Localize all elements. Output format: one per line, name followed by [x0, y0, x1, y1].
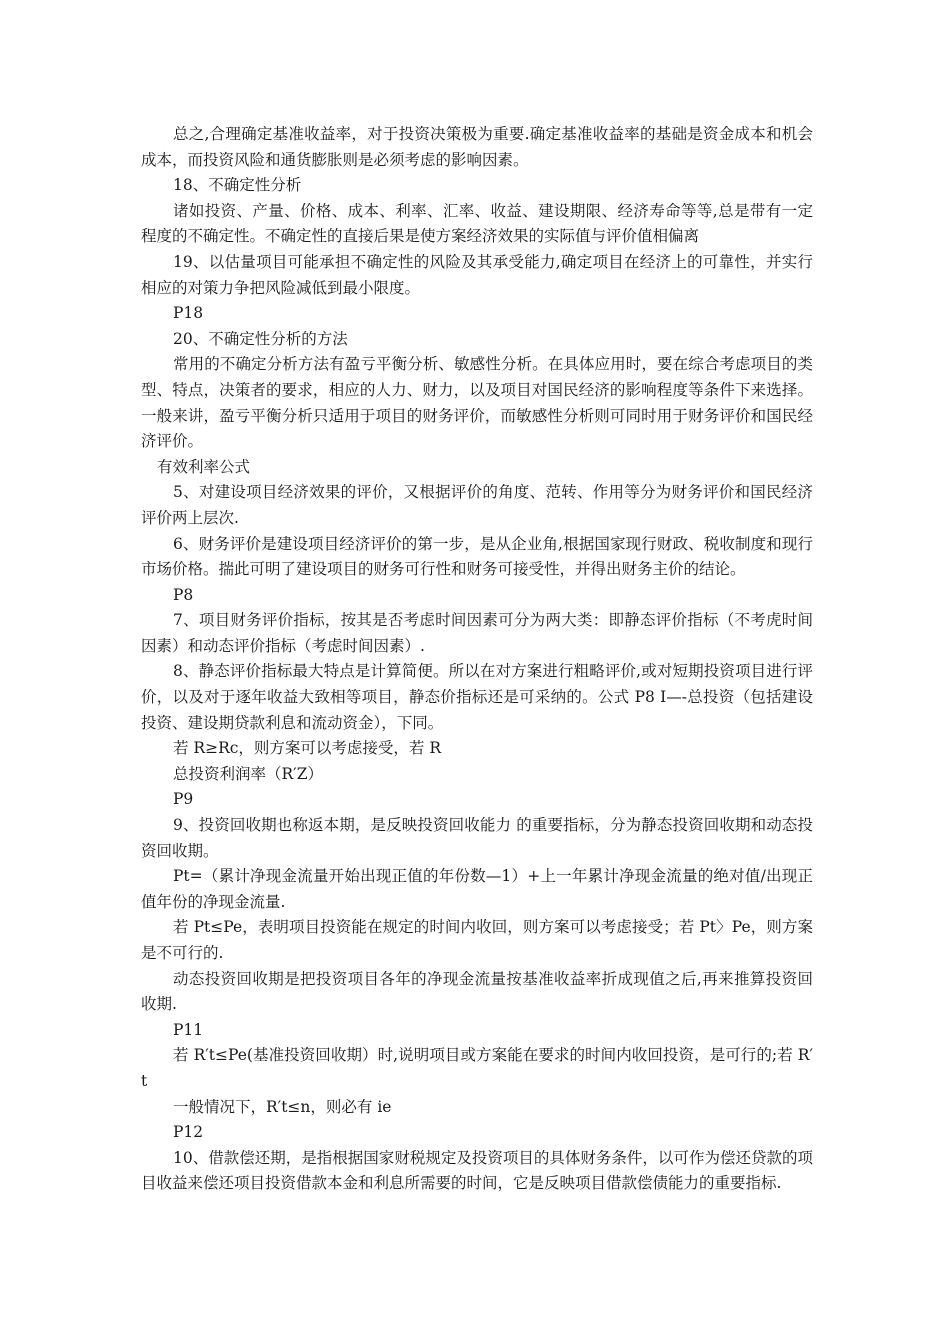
- paragraph-10-loan-repayment: 10、借款偿还期，是指根据国家财税规定及投资项目的具体财务条件，以可作为偿还贷款的项目收益来偿还项目投资借款本金和利息所需要的时间，它是反映项目借款偿债能力的重要指标.: [141, 1148, 813, 1193]
- heading-effective-interest-formula: 有效利率公式: [157, 457, 251, 476]
- heading-18-uncertainty-analysis: 18、不确定性分析: [173, 176, 302, 195]
- paragraph-benchmark-summary: 总之,合理确定基准收益率，对于投资决策极为重要.确定基准收益率的基础是资金成本和机会成本，而投资风险和通货膨胀则是必须考虑的影响因素。: [141, 125, 813, 169]
- paragraph-r-rc-condition: 若 R≥Rc，则方案可以考虑接受，若 R: [173, 739, 442, 758]
- paragraph-8-static-indicators: 8、静态评价指标最大特点是计算简便。所以在对方案进行粗略评价,或对短期投资项目进行评价，以及对于逐年收益大致相等项目，静态价指标还是可采纳的。公式 P8 I—-总投资（包括建设投资、建设期贷款利息和流动资金），下同。: [141, 662, 813, 732]
- paragraph-total-investment-profit-rate: 总投资利润率（R′Z）: [173, 764, 323, 783]
- document-body: [141, 122, 813, 1197]
- paragraph-rt-pe-condition: 若 R′t≤Pe(基准投资回收期）时,说明项目或方案能在要求的时间内收回投资，是可行的;若 R′t: [141, 1046, 813, 1090]
- paragraph-rt-n-condition: 一般情况下，R′t≤n，则必有 ie: [173, 1097, 392, 1116]
- paragraph-methods-description: 常用的不确定分析方法有盈亏平衡分析、敏感性分析。在具体应用时，要在综合考虑项目的类型、特点，决策者的要求，相应的人力、财力，以及项目对国民经济的影响程度等条件下来选择。一般来讲，盈亏平衡分析只适用于项目的财务评价，而敏感性分析则可同时用于财务评价和国民经济评价。: [141, 355, 813, 451]
- page-ref-p8: P8: [173, 585, 194, 604]
- paragraph-pt-formula: Pt=（累计净现金流量开始出现正值的年份数—1）+上一年累计净现金流量的绝对值/出现正值年份的净现金流量.: [141, 867, 813, 911]
- paragraph-5-evaluation-levels: 5、对建设项目经济效果的评价，又根据评价的角度、范转、作用等分为财务评价和国民经济评价两上层次.: [141, 483, 813, 527]
- paragraph-19-risk-assessment: 19、以估量项目可能承担不确定性的风险及其承受能力,确定项目在经济上的可靠性，并实行相应的对策力争把风险减低到最小限度。: [141, 252, 813, 297]
- page-ref-p11: P11: [173, 1020, 204, 1039]
- paragraph-6-financial-evaluation: 6、财务评价是建设项目经济评价的第一步，是从企业角,根据国家现行财政、税收制度和现行市场价格。揣此可明了建设项目的财务可行性和财务可接受性，并得出财务主价的结论。: [141, 534, 813, 579]
- paragraph-dynamic-payback: 动态投资回收期是把投资项目各年的净现金流量按基准收益率折成现值之后,再来推算投资回收期.: [141, 969, 813, 1014]
- page-ref-p9: P9: [173, 790, 194, 809]
- paragraph-7-evaluation-indicators: 7、项目财务评价指标，按其是否考虑时间因素可分为两大类：即静态评价指标（不考虎时间因素）和动态评价指标（考虑时间因素）.: [141, 611, 813, 655]
- page-ref-p18: P18: [173, 304, 204, 323]
- paragraph-uncertainty-factors: 诸如投资、产量、价格、成本、利率、汇率、收益、建设期限、经济寿命等等,总是带有一定程度的不确定性。不确定性的直接后果是使方案经济效果的实际值与评价值相偏离: [141, 201, 813, 246]
- paragraph-pt-pe-condition: 若 Pt≤Pe，表明项目投资能在规定的时间内收回，则方案可以考虑接受；若 Pt〉Pe，则方案是不可行的.: [141, 918, 813, 962]
- heading-20-uncertainty-methods: 20、不确定性分析的方法: [173, 329, 348, 348]
- paragraph-9-payback-period: 9、投资回收期也称返本期，是反映投资回收能力 的重要指标，分为静态投资回收期和动态投资回收期。: [141, 816, 813, 860]
- page-ref-p12: P12: [173, 1123, 204, 1142]
